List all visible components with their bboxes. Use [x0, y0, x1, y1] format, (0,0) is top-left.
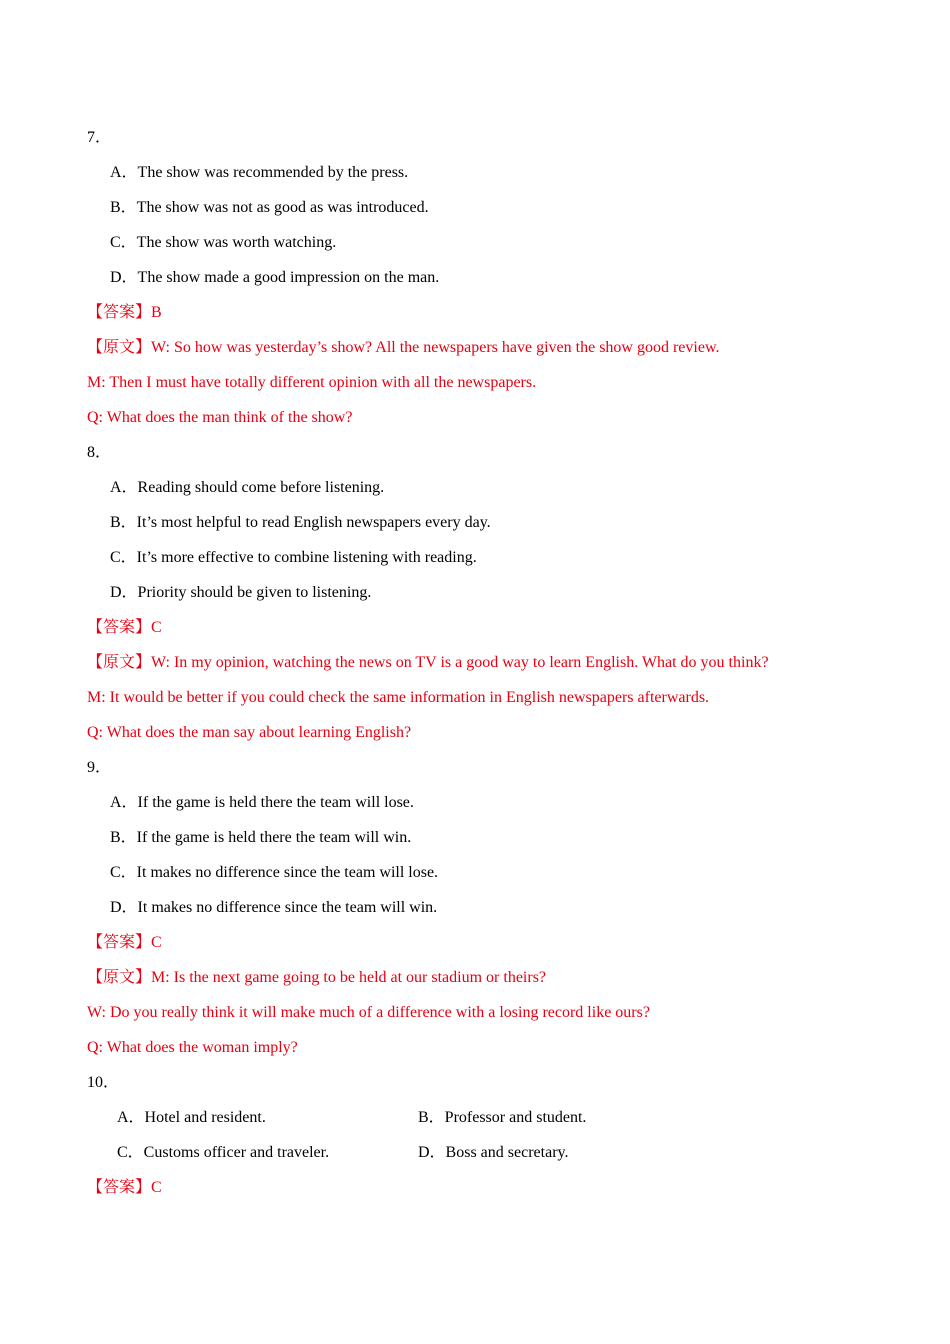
transcript-line: 【原文】W: In my opinion, watching the news on TV is a good way to learn English. What do you think?: [87, 654, 769, 671]
option-d: D．Priority should be given to listening.: [110, 584, 372, 601]
option-d: D．It makes no difference since the team will win.: [110, 899, 438, 916]
option-d: D．Boss and secretary.: [418, 1144, 569, 1161]
option-c: C．Customs officer and traveler.: [117, 1144, 330, 1161]
question-number: 9．: [87, 759, 112, 776]
option-a: A．The show was recommended by the press.: [110, 164, 409, 181]
question-number: 8．: [87, 444, 112, 461]
answer-line: 【答案】B: [87, 304, 162, 321]
option-a: A．Reading should come before listening.: [110, 479, 385, 496]
option-c: C．It makes no difference since the team will lose.: [110, 864, 439, 881]
option-c: C．It’s more effective to combine listening with reading.: [110, 549, 477, 566]
transcript-line: Q: What does the woman imply?: [87, 1039, 298, 1056]
answer-line: 【答案】C: [87, 1179, 162, 1196]
transcript-line: Q: What does the man say about learning English?: [87, 724, 412, 741]
option-b: B．If the game is held there the team will win.: [110, 829, 412, 846]
option-b: B．It’s most helpful to read English newspapers every day.: [110, 514, 491, 531]
transcript-line: 【原文】M: Is the next game going to be held at our stadium or theirs?: [87, 969, 547, 986]
answer-line: 【答案】C: [87, 934, 162, 951]
option-a: A．If the game is held there the team will lose.: [110, 794, 414, 811]
transcript-line: Q: What does the man think of the show?: [87, 409, 353, 426]
transcript-line: 【原文】W: So how was yesterday’s show? All the newspapers have given the show good review.: [87, 339, 720, 356]
option-b: B．Professor and student.: [418, 1109, 587, 1126]
option-b: B．The show was not as good as was introduced.: [110, 199, 429, 216]
transcript-line: W: Do you really think it will make much of a difference with a losing record like ours?: [87, 1004, 650, 1021]
question-number: 10．: [87, 1074, 120, 1091]
transcript-line: M: It would be better if you could check the same information in English newspapers afterwards.: [87, 689, 710, 706]
question-number: 7．: [87, 129, 112, 146]
option-a: A．Hotel and resident.: [117, 1109, 266, 1126]
option-d: D．The show made a good impression on the man.: [110, 269, 440, 286]
answer-line: 【答案】C: [87, 619, 162, 636]
transcript-line: M: Then I must have totally different opinion with all the newspapers.: [87, 374, 537, 391]
option-c: C．The show was worth watching.: [110, 234, 337, 251]
